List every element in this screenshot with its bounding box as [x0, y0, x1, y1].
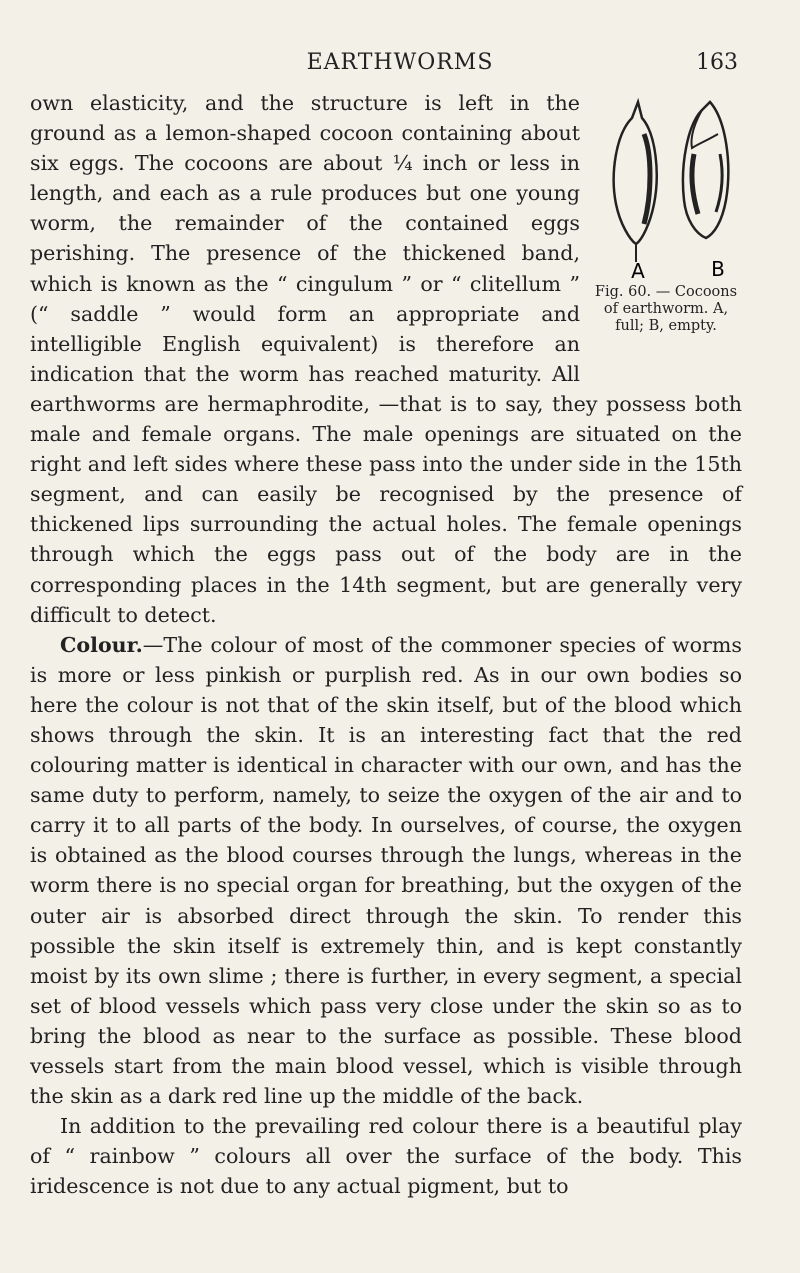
page-header — [0, 50, 800, 90]
body-text — [30, 88, 742, 1201]
label-a: A — [631, 259, 645, 283]
paragraph-1-text: own elasticity, and the structure is left in the ground as a lemon-shaped cocoon containing about six eggs. The cocoons are about ¼ inch or less in length, and each as a rule produces but one young worm, the remainder of the contained eggs perishing. The presence of the thickened band, which is known as the “ cingulum ” or “ clitellum ” (“ saddle ” would form an appropriate and intelligible English equivalent) is therefore an indication that the worm has reached maturity. All earthworms are hermaphrodite, —that is to say, they possess both male and female organs. The male openings are situated on the right and left sides where these pass into the under side in the 15th segment, and can easily be recognised by the presence of thickened lips surrounding the actual holes. The female openings through which the eggs pass out of the body are in the corresponding places in the 14th segment, but are generally very difficult to detect. — [30, 91, 742, 627]
section-heading-colour: Colour. — [60, 632, 143, 657]
cocoon-a — [614, 102, 657, 262]
paragraph-3: In addition to the prevailing red colour there is a beautiful play of “ rainbow ” colours all over the surface of the body. This iridescence is not due to any actual pigment, but to — [30, 1114, 742, 1199]
page-number: 163 — [696, 50, 738, 75]
cocoon-illustration — [598, 94, 738, 284]
label-b: B — [711, 257, 725, 281]
figure-caption: Fig. 60. — Cocoons of earthworm. A, full; B, empty. — [594, 284, 738, 334]
paragraph-2-text: —The colour of most of the commoner species of worms is more or less pinkish or purplish red. As in our own bodies so here the colour is not that of the skin itself, but of the blood which shows through the skin. It is an interesting fact that the red colouring matter is identical in character with our own, and has the same duty to perform, namely, to seize the oxygen of the air and to carry it to all parts of the body. In ourselves, of course, the oxygen is obtained as the blood courses through the lungs, whereas in the worm there is no special organ for breathing, but the oxygen of the outer air is absorbed direct through the skin. To render this possible the skin itself is extremely thin, and is kept constantly moist by its own slime ; there is further, in every segment, a special set of blood vessels which pass very close under the skin so as to bring the blood as near to the surface as possible. These blood vessels start from the main blood vessel, which is visible through the skin as a dark red line up the middle of the back. — [30, 632, 742, 1109]
paragraph-1 — [30, 88, 742, 630]
paragraph-2 — [30, 630, 742, 1112]
figure-cocoons — [590, 88, 742, 380]
cocoon-b — [683, 102, 728, 238]
running-head: EARTHWORMS — [306, 50, 494, 75]
